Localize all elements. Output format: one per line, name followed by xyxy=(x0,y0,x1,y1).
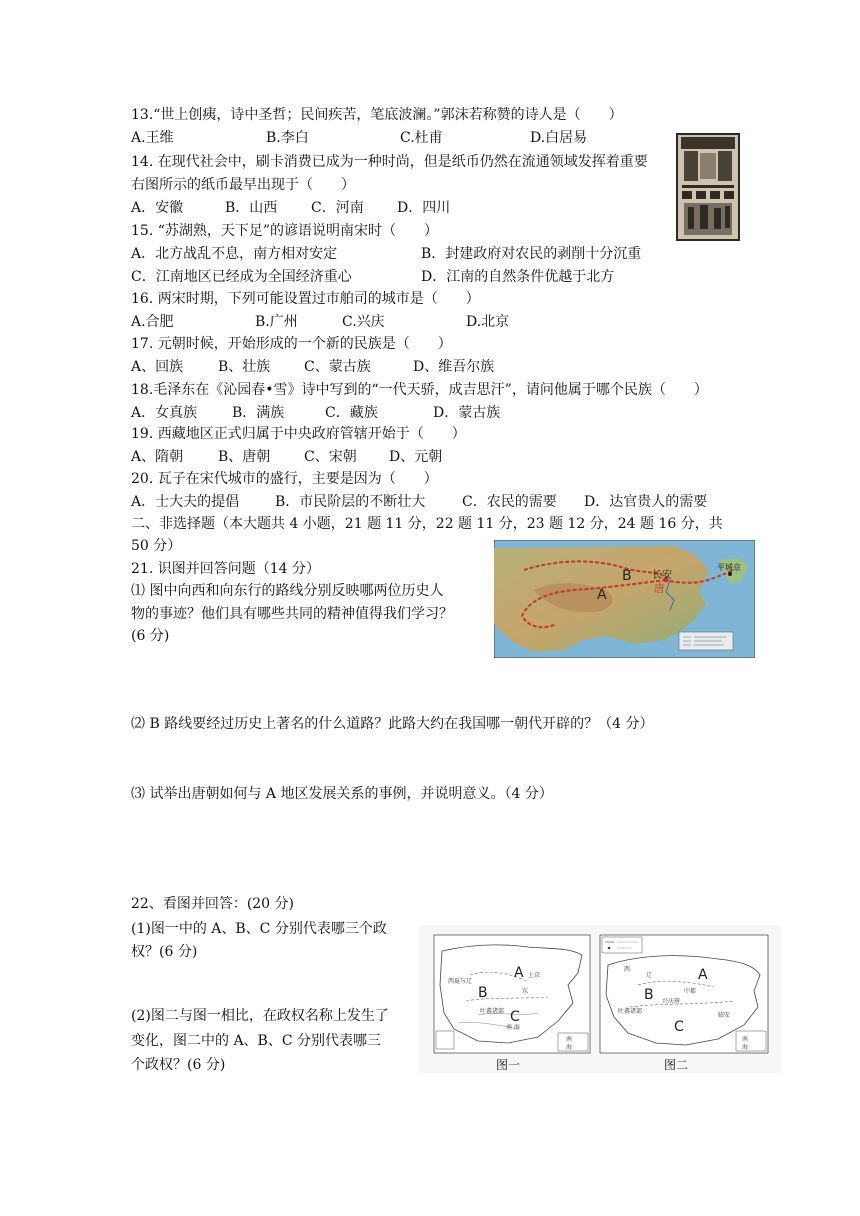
q21-title: 21. 识图并回答问题（14 分） xyxy=(131,561,320,577)
q18-option-c: C．藏族 xyxy=(325,405,378,421)
q17-option-d: D、维吾尔族 xyxy=(413,359,495,375)
svg-text:吐蕃诸部: 吐蕃诸部 xyxy=(480,1008,505,1015)
q14-stem-cont: 右图所示的纸币最早出现于（ ） xyxy=(131,177,355,193)
q14-option-a: A．安徽 xyxy=(131,200,184,216)
q19-stem: 19. 西藏地区正式归属于中央政府管辖开始于（ ） xyxy=(131,426,466,442)
q16-stem: 16. 两宋时期，下列可能设置过市舶司的城市是（ ） xyxy=(131,291,480,307)
svg-text:吐蕃诸部: 吐蕃诸部 xyxy=(618,1008,643,1015)
q19-option-b: B、唐朝 xyxy=(218,449,271,465)
q15-option-d: D．江南的自然条件优越于北方 xyxy=(421,269,615,285)
map-label-pingcheng: 平城京 xyxy=(717,563,741,572)
fig1-caption: 图一 xyxy=(496,1058,521,1072)
q17-stem: 17. 元朝时候，开始形成的一个新的民族是（ ） xyxy=(131,336,452,352)
q13-option-a: A.王维 xyxy=(131,130,174,146)
q21-part2: ⑵ B 路线要经过历史上著名的什么道路？此路大约在我国哪一朝代开辟的？（4 分） xyxy=(131,716,654,732)
q19-option-a: A、隋朝 xyxy=(131,449,184,465)
q18-option-b: B．满族 xyxy=(232,405,285,421)
q20-option-b: B．市民阶层的不断壮大 xyxy=(275,494,426,510)
svg-text:西: 西 xyxy=(624,966,631,973)
q18-stem: 18.毛泽东在《沁园春•雪》诗中写到的“一代天骄，成吉思汗”，请问他属于哪个民族（ ） xyxy=(131,382,708,398)
q18-option-d: D．蒙古族 xyxy=(433,405,501,421)
q22-part1-line1: (1)图一中的 A、B、C 分别代表哪三个政 xyxy=(131,921,387,937)
map-figure-2 xyxy=(600,935,768,1053)
svg-text:辽: 辽 xyxy=(646,972,653,979)
q20-option-a: A．士大夫的提倡 xyxy=(131,494,240,510)
q16-option-b: B.广州 xyxy=(255,314,298,330)
q15-option-c: C．江南地区已经成为全国经济重心 xyxy=(131,269,352,285)
q13-option-b: B.李白 xyxy=(266,130,309,146)
fig1-label-b: B xyxy=(478,985,488,1001)
q14-option-c: C．河南 xyxy=(311,200,364,216)
q22-part2-line1: (2)图二与图一相比，在政权名称上发生了 xyxy=(131,1008,389,1024)
q16-option-d: D.北京 xyxy=(466,314,510,330)
fig2-caption: 图二 xyxy=(664,1058,689,1072)
q14-option-b: B．山西 xyxy=(225,200,278,216)
q15-stem: 15. “苏湖熟，天下足”的谚语说明南宋时（ ） xyxy=(131,223,439,239)
map-label-tang: 唐 xyxy=(654,582,665,595)
q15-option-a: A．北方战乱不息，南方相对安定 xyxy=(131,246,338,262)
q20-option-d: D．达官贵人的需要 xyxy=(584,494,708,510)
map-label-changan: 长安 xyxy=(652,570,672,581)
svg-text:海: 海 xyxy=(742,1044,749,1051)
q18-option-a: A．女真族 xyxy=(131,405,198,421)
svg-text:南: 南 xyxy=(742,1036,749,1043)
section2-heading: 二、非选择题（本大题共 4 小题，21 题 11 分，22 题 11 分，23 题 12 分，24 题 16 分，共 xyxy=(131,516,723,532)
q22-part2-line3: 个政权？(6 分) xyxy=(131,1057,226,1073)
paper-money-image xyxy=(676,133,740,241)
svg-text:中都: 中都 xyxy=(684,988,697,995)
q22-part1-line2: 权？(6 分) xyxy=(131,944,198,960)
q22-part2-line2: 变化，图二中的 A、B、C 分别代表哪三 xyxy=(131,1033,382,1049)
fig2-label-a: A xyxy=(698,967,708,983)
q17-option-b: B、壮族 xyxy=(218,359,271,375)
q16-option-c: C.兴庆 xyxy=(342,314,385,330)
q21-part3: ⑶ 试举出唐朝如何与 A 地区发展关系的事例，并说明意义。（4 分） xyxy=(131,786,553,802)
svg-text:临安: 临安 xyxy=(718,1012,731,1019)
map-figure-1 xyxy=(434,935,590,1053)
fig2-label-c: C xyxy=(674,1019,684,1035)
q17-option-a: A、回族 xyxy=(131,359,184,375)
svg-text:上京: 上京 xyxy=(528,972,541,979)
q20-stem: 20. 瓦子在宋代城市的盛行，主要是因为（ ） xyxy=(131,471,438,487)
q13-stem: 13.“世上创痍，诗中圣哲；民间疾苦，笔底波澜。”郭沫若称赞的诗人是（ ） xyxy=(131,107,623,123)
section2-heading-cont: 50 分） xyxy=(131,538,182,554)
q16-option-a: A.合肥 xyxy=(131,314,174,330)
svg-text:南 海: 南 海 xyxy=(506,1024,520,1031)
q13-option-c: C.杜甫 xyxy=(400,130,443,146)
svg-text:东: 东 xyxy=(522,988,529,995)
silk-road-map xyxy=(494,540,755,658)
q21-part1-line1: ⑴ 图中向西和向东行的路线分别反映哪两位历史人 xyxy=(131,583,444,599)
map-label-a: A xyxy=(597,587,607,603)
q21-part1-line2: 物的事迹？他们具有哪些共同的精神值得我们学习？ xyxy=(131,606,453,622)
svg-text:兴庆府: 兴庆府 xyxy=(662,998,681,1005)
fig1-label-c: C xyxy=(510,1009,520,1025)
song-liao-maps-image xyxy=(418,925,782,1073)
fig1-label-a: A xyxy=(514,965,524,981)
map-label-b: B xyxy=(622,568,632,584)
q22-title: 22、看图并回答：(20 分) xyxy=(131,896,295,912)
q21-part1-line3: (6 分) xyxy=(131,628,170,644)
q14-option-d: D．四川 xyxy=(397,200,451,216)
svg-text:南: 南 xyxy=(566,1036,573,1043)
q19-option-c: C、宋朝 xyxy=(304,449,357,465)
q14-stem: 14. 在现代社会中，刷卡消费已成为一种时尚，但是纸币仍然在流通领域发挥着重要 xyxy=(131,154,648,170)
q20-option-c: C．农民的需要 xyxy=(462,494,557,510)
q13-option-d: D.白居易 xyxy=(530,130,588,146)
q15-option-b: B．封建政府对农民的剥削十分沉重 xyxy=(421,246,642,262)
svg-text:西夏与辽: 西夏与辽 xyxy=(448,978,473,985)
svg-text:海: 海 xyxy=(566,1044,573,1051)
q19-option-d: D、元朝 xyxy=(389,449,443,465)
fig2-label-b: B xyxy=(644,987,654,1003)
q17-option-c: C、蒙古族 xyxy=(304,359,371,375)
